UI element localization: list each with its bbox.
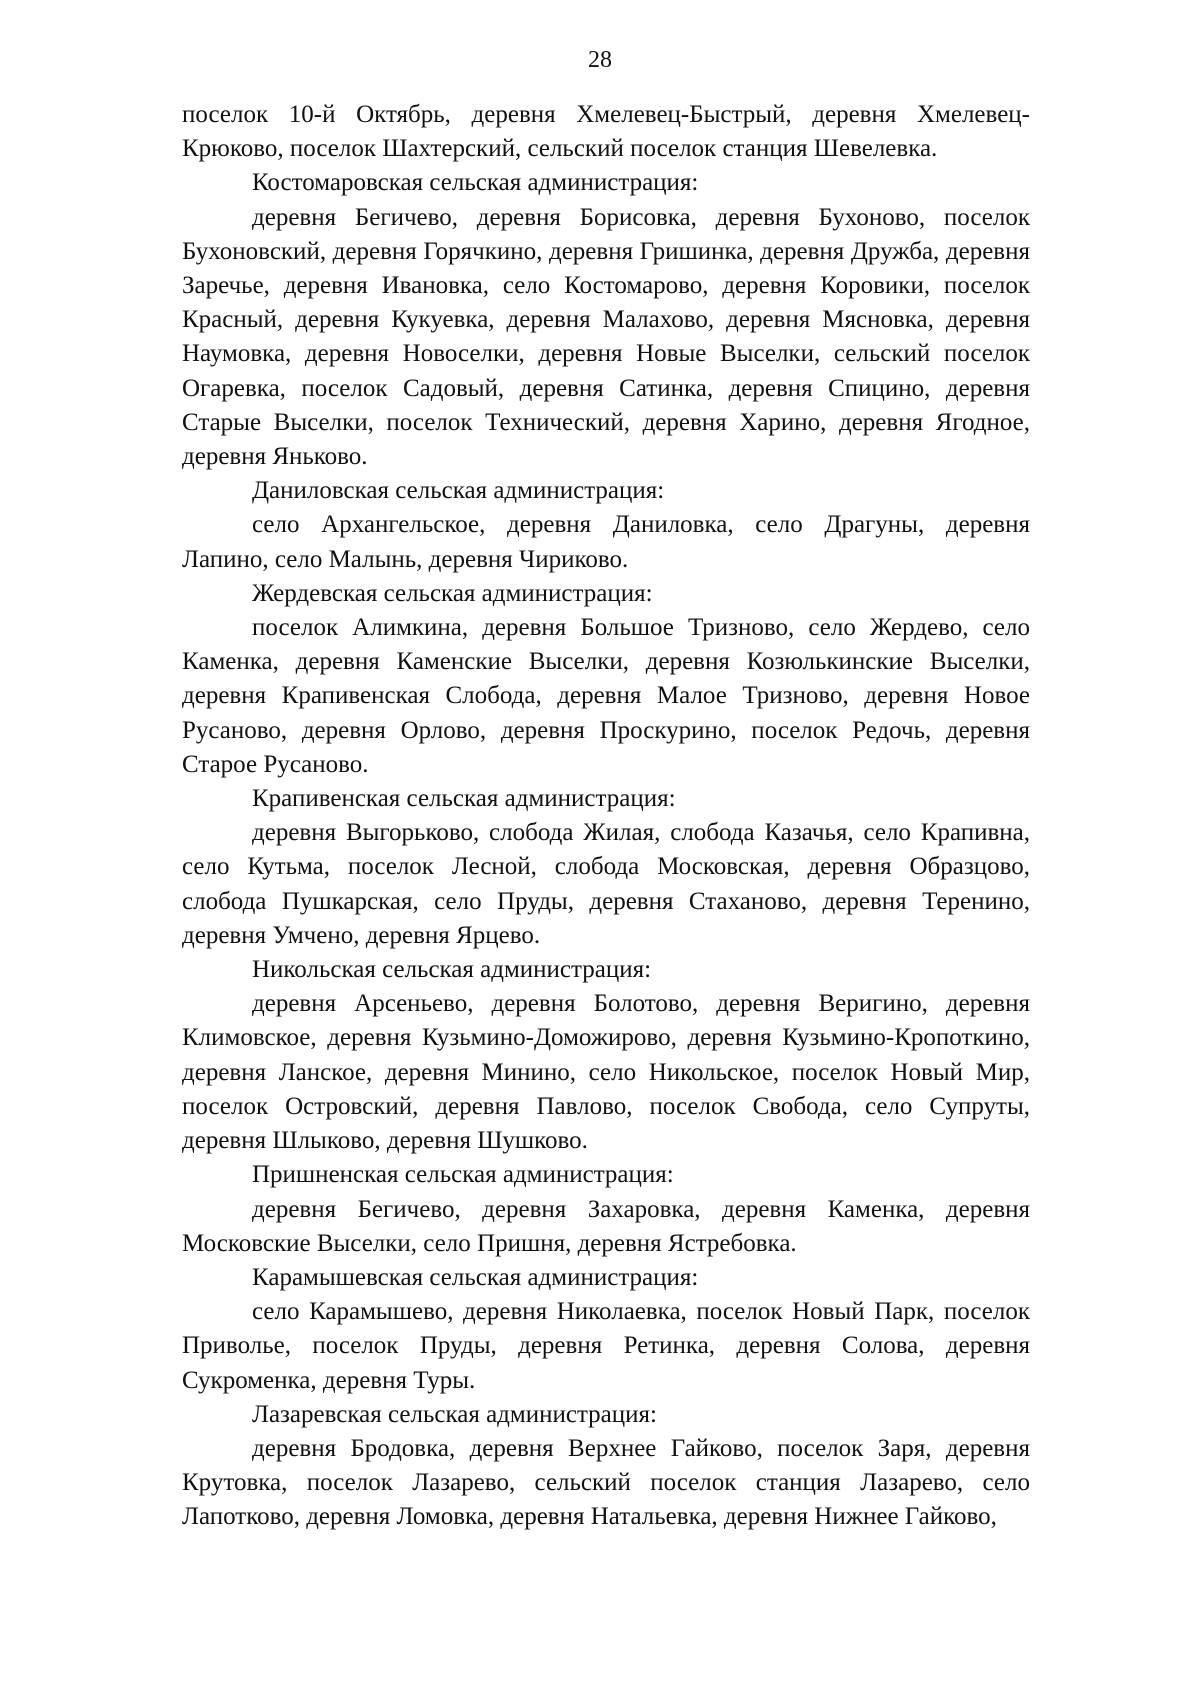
page-number: 28 [588,47,612,73]
section-text-zherdevskaya: поселок Алимкина, деревня Большое Тризново, село Жердево, село Каменка, деревня Каменские Выселки, деревня Козюлькинские Выселки, деревня Крапивенская Слобода, деревня Малое Тризново, деревня Новое Русаново, деревня Орлово, деревня Проскурино, поселок Редочь, деревня Старое Русаново. [182,614,1030,778]
section-heading-danilovskaya: Даниловская сельская администрация: [252,477,665,505]
section-text-lazarevskaya: деревня Бродовка, деревня Верхнее Гайково, поселок Заря, деревня Крутовка, поселок Лазарево, сельский поселок станция Лазарево, село Лапотково, деревня Ломовка, деревня Натальевка, деревня Нижнее Гайково, [182,1434,1030,1531]
section-heading-krapivenskaya: Крапивенская сельская администрация: [252,785,676,813]
section-text-danilovskaya: село Архангельское, деревня Даниловка, село Драгуны, деревня Лапино, село Малынь, деревня Чириково. [182,511,1030,573]
intro-paragraph: поселок 10-й Октябрь, деревня Хмелевец-Быстрый, деревня Хмелевец-Крюково, поселок Шахтерский, сельский поселок станция Шевелевка. [182,101,1030,163]
section-heading-kostomarovskaya: Костомаровская сельская администрация: [252,169,699,197]
section-text-nikolskaya: деревня Арсеньево, деревня Болотово, деревня Веригино, деревня Климовское, деревня Кузьмино-Доможирово, деревня Кузьмино-Кропоткино, деревня Ланское, деревня Минино, село Никольское, поселок Новый Мир, поселок Островский, деревня Павлово, поселок Свобода, село Супруты, деревня Шлыково, деревня Шушково. [182,990,1030,1155]
section-text-karamyshevskaya: село Карамышево, деревня Николаевка, поселок Новый Парк, поселок Приволье, поселок Пруды, деревня Ретинка, деревня Солова, деревня Сукроменка, деревня Туры. [182,1298,1030,1394]
section-heading-karamyshevskaya: Карамышевская сельская администрация: [252,1263,699,1291]
section-heading-prishnenskaya: Пришненская сельская администрация: [252,1161,674,1189]
document-body [182,98,1030,1535]
section-heading-lazarevskaya: Лазаревская сельская администрация: [252,1400,657,1428]
section-heading-zherdevskaya: Жердевская сельская администрация: [252,579,653,607]
section-text-prishnenskaya: деревня Бегичево, деревня Захаровка, деревня Каменка, деревня Московские Выселки, село Пришня, деревня Ястребовка. [182,1195,1030,1257]
section-text-kostomarovskaya: деревня Бегичево, деревня Борисовка, деревня Бухоново, поселок Бухоновский, деревня Горячкино, деревня Гришинка, деревня Дружба, деревня Заречье, деревня Ивановка, село Костомарово, деревня Коровики, поселок Красный, деревня Кукуевка, деревня Малахово, деревня Мясновка, деревня Наумовка, деревня Новоселки, деревня Новые Выселки, сельский поселок Огаревка, поселок Садовый, деревня Сатинка, деревня Спицино, деревня Старые Выселки, поселок Технический, деревня Харино, деревня Ягодное, деревня Яньково. [182,203,1030,471]
section-heading-nikolskaya: Никольская сельская администрация: [252,956,652,984]
section-text-krapivenskaya: деревня Выгорьково, слобода Жилая, слобода Казачья, село Крапивна, село Кутьма, поселок Лесной, слобода Московская, деревня Образцово, слобода Пушкарская, село Пруды, деревня Стаханово, деревня Теренино, деревня Умчено, деревня Ярцево. [182,819,1030,949]
